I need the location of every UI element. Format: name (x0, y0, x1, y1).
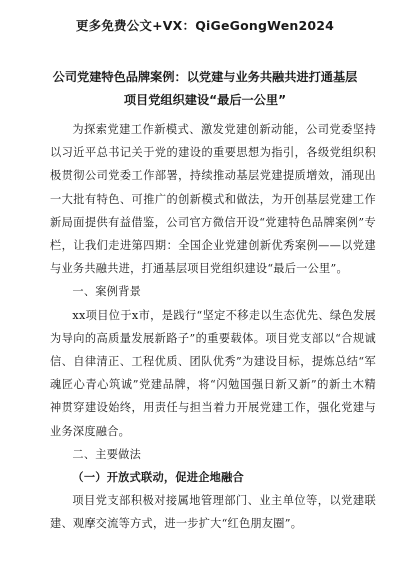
title-line-1: 公司党建特色品牌案例：以党建与业务共融共进打通基层 (52, 70, 358, 84)
document-title (30, 66, 380, 112)
title-line-2: 项目党组织建设“最后一公里” (123, 93, 287, 107)
promo-header: 更多免费公文+VX：QiGeGongWen2024 (75, 18, 335, 33)
section-heading-practices: 二、主要做法 (72, 447, 142, 461)
document-body (50, 118, 376, 536)
section-heading-background: 一、案例背景 (72, 285, 142, 299)
intro-paragraph: 为探索党建工作新模式、激发党建创新动能，公司党委坚持以习近平总书记关于党的建设的重要思想为指引，各级党组织积极贯彻公司党委工作部署，持续推动基层党建提质增效，涌现出一大批有特色、可推广的创新模式和做法，为开创基层党建工作新局面提供有益借鉴，公司官方微信开设“党建特色品牌案例”专栏，让我们走进第四期：全国企业党建创新优秀案例——以党建与业务共融共进，打通基层项目党组织建设“最后一公里”。 (50, 123, 376, 276)
subsection-heading-linkage: （一）开放式联动，促进企地融合 (72, 471, 244, 485)
background-paragraph: xx项目位于x市，是践行“坚定不移走以生态优先、绿色发展为导向的高质量发展新路子”的重要载体。项目党支部以“合规诚信、自律清正、工程优质、团队优秀”为建设目标，提炼总结“军魂匠心青心筑诚”党建品牌，将“闪勉国强日新又新”的新土木精神贯穿建设始终，用责任与担当着力开展党建工作，强化党建与业务深度融合。 (50, 308, 376, 438)
linkage-paragraph: 项目党支部积极对接属地管理部门、业主单位等，以党建联建、观摩交流等方式，进一步扩大“红色朋友圈”。 (50, 494, 376, 531)
